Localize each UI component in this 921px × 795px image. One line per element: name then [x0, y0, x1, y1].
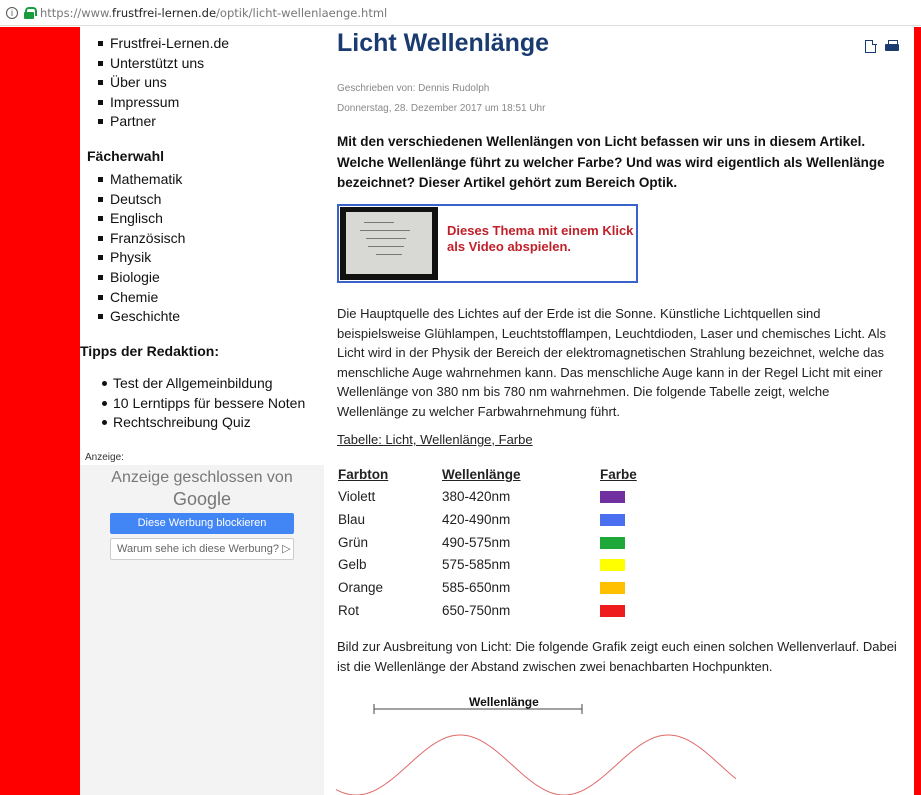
subject-link-7[interactable]: Geschichte: [80, 307, 185, 327]
intro-text: Mit den verschiedenen Wellenlängen von Licht befassen wir uns in diesem Artikel. Welche Wellenlänge führt zu welcher Farbe? Und was wird eigentlich als Wellenlänge bezeichnet? Dieser Artikel gehört zum Bereich Optik.: [337, 134, 885, 190]
ad-label: Anzeige:: [85, 452, 124, 463]
wave-label: Wellenlänge: [469, 695, 539, 709]
sidebar-link-4[interactable]: Partner: [80, 112, 229, 132]
block-ad-button[interactable]: Diese Werbung blockieren: [110, 513, 294, 534]
ad-box: [80, 465, 324, 795]
color-name-cell: Orange: [338, 580, 384, 596]
color-name-cell: Blau: [338, 511, 366, 527]
color-name-cell: Violett: [338, 489, 376, 504]
subject-link-3[interactable]: Französisch: [80, 229, 185, 249]
table-caption: Tabelle: Licht, Wellenlänge, Farbe: [337, 432, 533, 447]
page-title: Licht Wellenlänge: [337, 29, 550, 57]
tip-link-2[interactable]: Rechtschreibung Quiz: [80, 413, 305, 433]
wavelength-cell: 650-750nm: [442, 603, 511, 618]
subject-link-5[interactable]: Biologie: [80, 268, 185, 288]
wavelength-cell: 585-650nm: [442, 580, 511, 596]
right-red-margin: [914, 27, 921, 795]
subjects-list: [80, 170, 185, 327]
address-bar[interactable]: [0, 0, 921, 26]
left-red-margin: [0, 27, 80, 795]
color-swatch: [600, 514, 625, 526]
video-thumbnail[interactable]: [340, 207, 438, 280]
info-icon[interactable]: i: [6, 7, 18, 19]
sidebar-link-1[interactable]: Unterstützt uns: [80, 54, 229, 74]
video-banner[interactable]: [337, 204, 638, 283]
tip-link-0[interactable]: Test der Allgemeinbildung: [80, 374, 305, 394]
header-farbe: Farbe: [600, 467, 637, 482]
top-links: [80, 34, 229, 132]
wavelength-cell: 575-585nm: [442, 557, 511, 573]
sidebar-link-0[interactable]: Frustfrei-Lernen.de: [80, 34, 229, 54]
color-name-cell: Grün: [338, 534, 369, 550]
wavelength-cell: 380-420nm: [442, 489, 511, 504]
color-swatch: [600, 559, 625, 571]
wavelength-cell: 490-575nm: [442, 534, 511, 550]
pdf-icon[interactable]: [865, 40, 876, 53]
tips-list: [80, 374, 305, 433]
google-logo: Google: [172, 489, 232, 509]
why-ad-button[interactable]: Warum sehe ich diese Werbung? ▷: [110, 538, 294, 560]
subject-link-6[interactable]: Chemie: [80, 288, 185, 308]
subject-link-0[interactable]: Mathematik: [80, 170, 185, 190]
tips-heading: Tipps der Redaktion:: [80, 343, 219, 359]
video-link-text[interactable]: Dieses Thema mit einem Klick als Video abspielen.: [447, 223, 634, 254]
print-icon[interactable]: [885, 40, 899, 52]
whiteboard-image: [346, 212, 432, 274]
publish-date: Donnerstag, 28. Dezember 2017 um 18:51 Uhr: [337, 103, 546, 114]
author: Geschrieben von: Dennis Rudolph: [337, 83, 490, 94]
ad-closed-text: Anzeige geschlossen von: [111, 469, 293, 486]
subjects-heading: Fächerwahl: [87, 148, 165, 164]
article: [324, 27, 914, 795]
color-name-cell: Gelb: [338, 557, 367, 573]
header-wellenlaenge: Wellenlänge: [442, 467, 521, 482]
color-swatch: [600, 605, 625, 617]
paragraph-wave: Bild zur Ausbreitung von Licht: Die folgende Grafik zeigt euch einen solchen Wellenverlauf. Dabei ist die Wellenlänge der Abstand zwischen zwei benachbarten Hochpunkten.: [337, 639, 897, 674]
sidebar: [80, 27, 324, 795]
wave-curve: [336, 735, 736, 795]
subject-link-1[interactable]: Deutsch: [80, 190, 185, 210]
url-text[interactable]: https://www.frustfrei-lernen.de/optik/licht-wellenlaenge.html: [40, 5, 388, 20]
color-swatch: [600, 491, 625, 503]
color-swatch: [600, 582, 625, 594]
wavelength-cell: 420-490nm: [442, 511, 511, 527]
lock-icon[interactable]: [24, 7, 34, 19]
sidebar-link-3[interactable]: Impressum: [80, 93, 229, 113]
wave-diagram: [334, 687, 754, 795]
tip-link-1[interactable]: 10 Lerntipps für bessere Noten: [80, 394, 305, 414]
header-farbton: Farbton: [338, 467, 389, 482]
color-name-cell: Rot: [338, 603, 360, 618]
subject-link-4[interactable]: Physik: [80, 248, 185, 268]
color-swatch: [600, 537, 625, 549]
sidebar-link-2[interactable]: Über uns: [80, 73, 229, 93]
paragraph-light-sources: Die Hauptquelle des Lichtes auf der Erde ist die Sonne. Künstliche Lichtquellen sind beispielsweise Glühlampen, Leuchtstofflampen, Leuchtdioden, Laser und chemisches Licht. Als Licht wird in der Physik der Bereich der elektromagnetischen Strahlung bezeichnet, welche das menschliche Auge wahrnehmen kann. Das menschliche Auge kann in der Regel Licht mit einer Wellenlänge von 380 nm bis 780 nm wahrnehmen. Die folgende Tabelle zeigt, welche Wellenlänge zu welcher Farbwahrnehmung führt.: [337, 306, 886, 419]
subject-link-2[interactable]: Englisch: [80, 209, 185, 229]
